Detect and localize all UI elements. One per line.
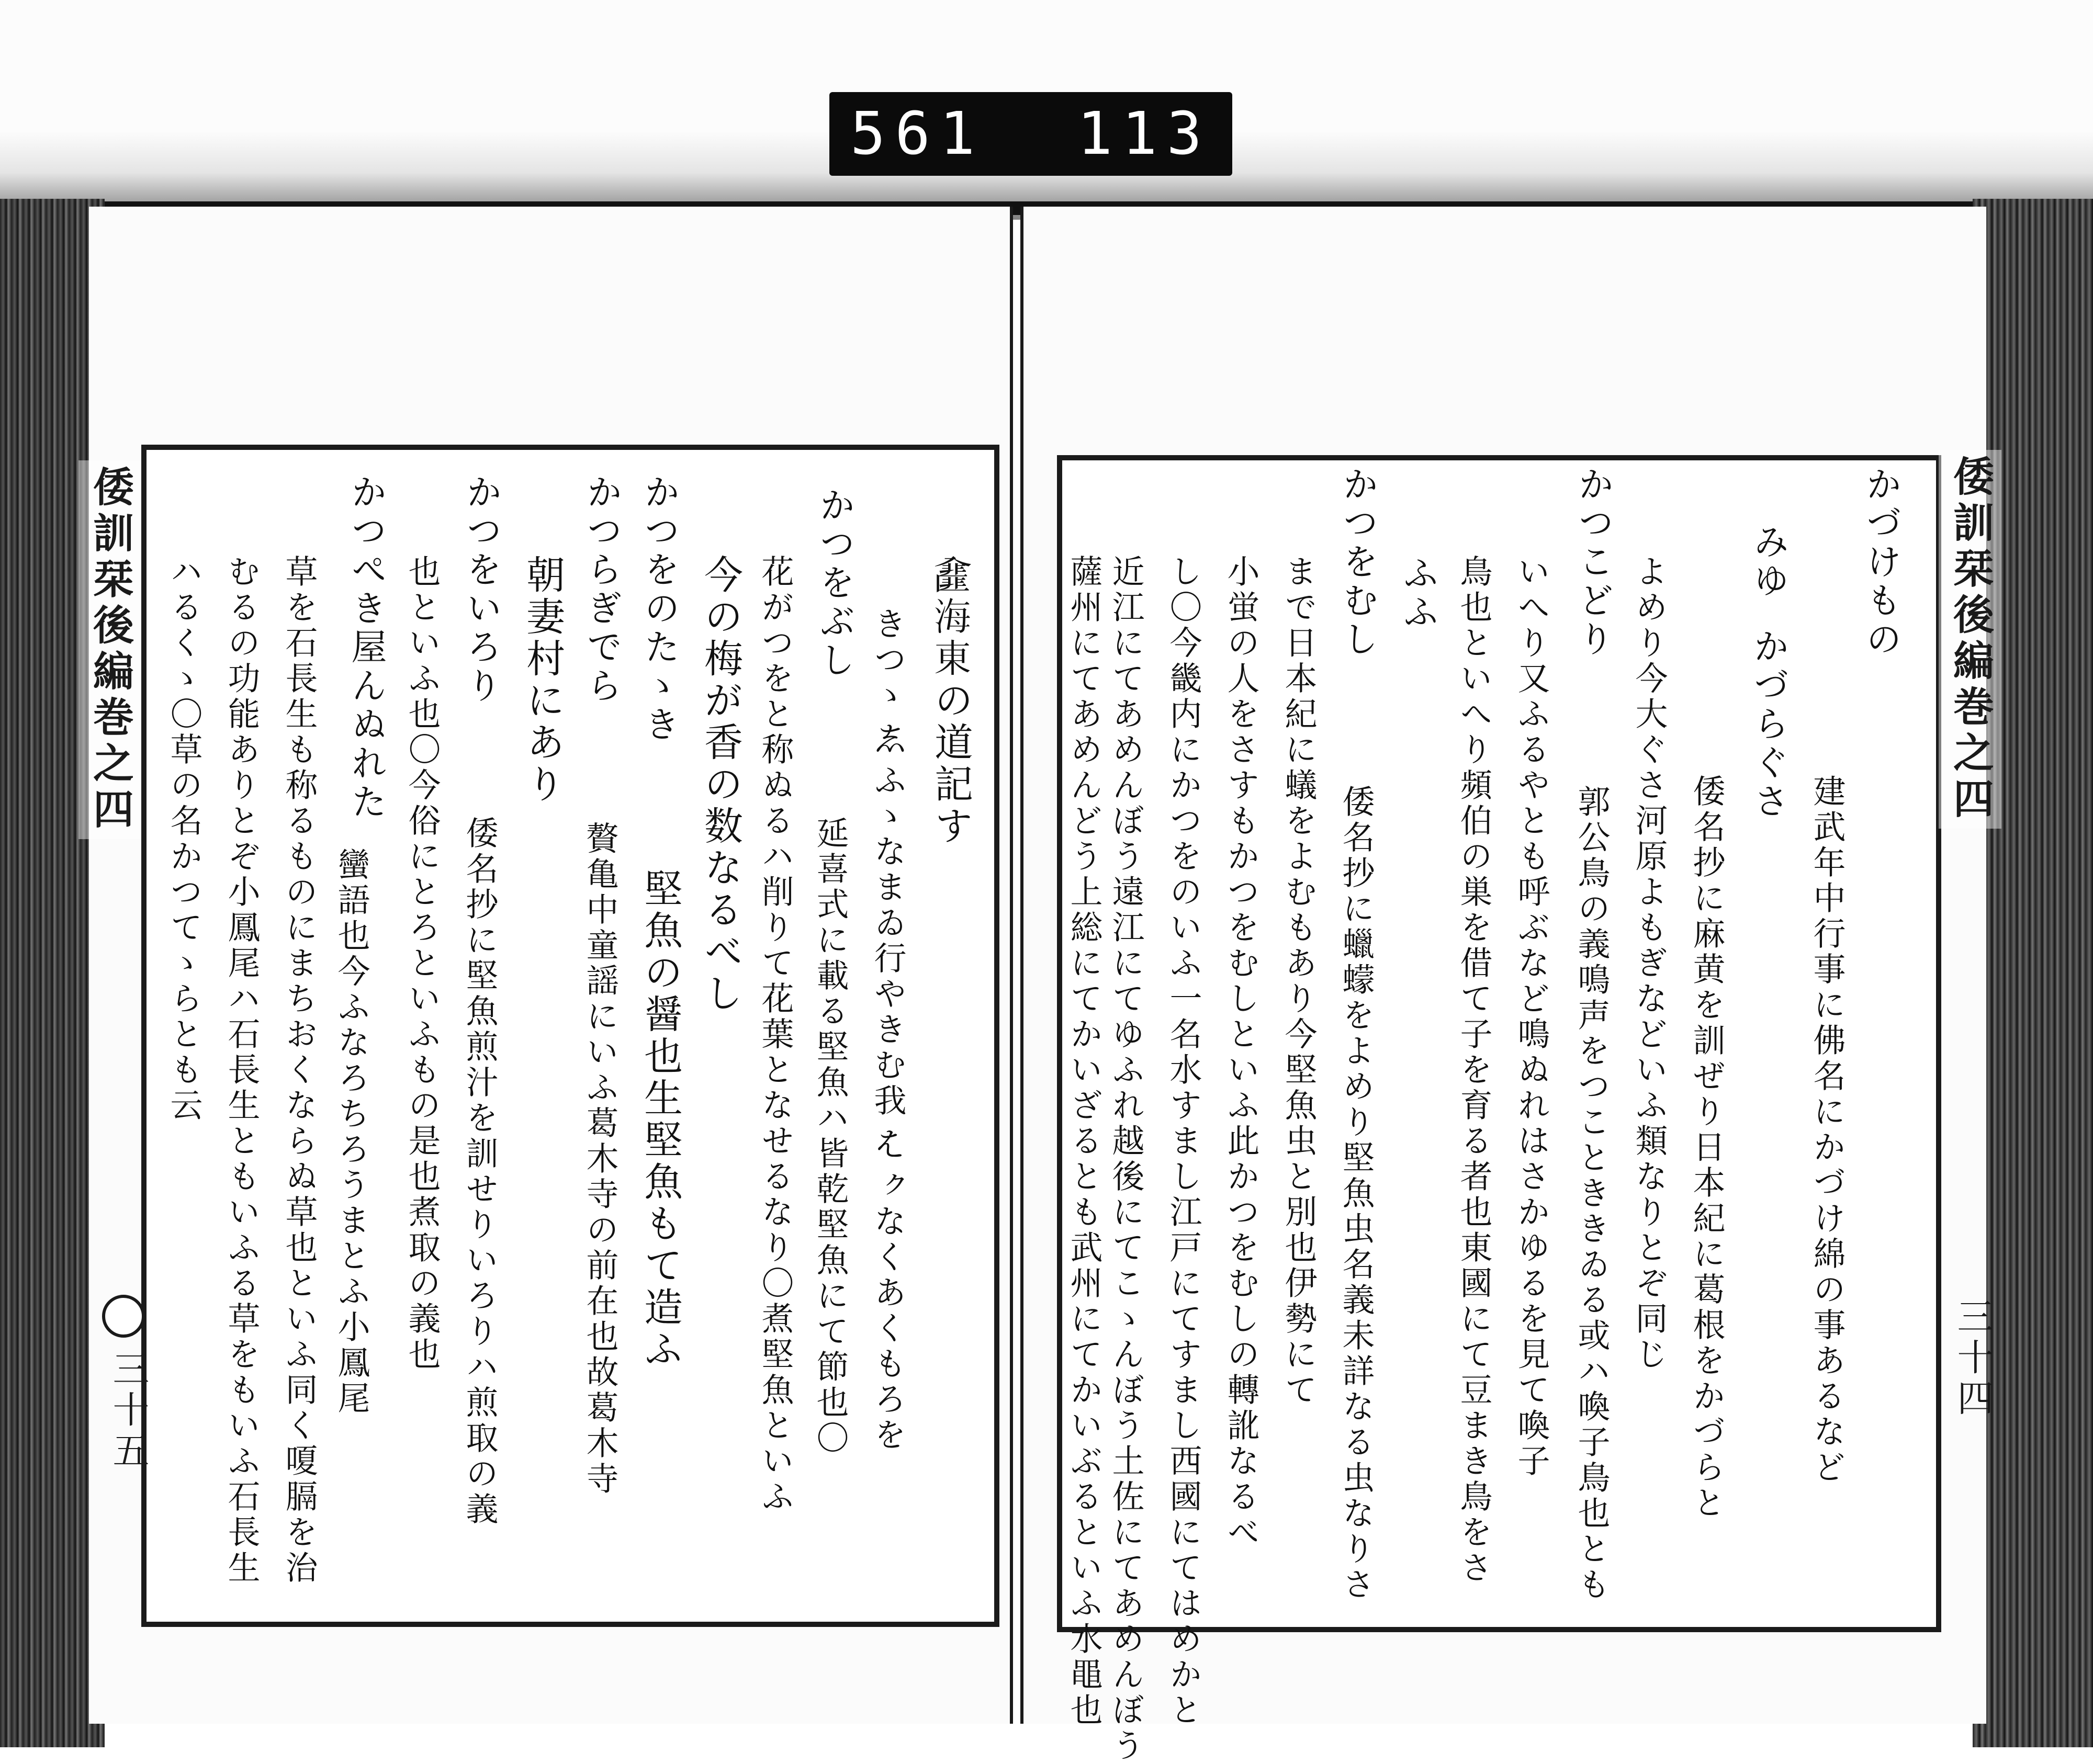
right-col-12: かつをむし: [1337, 466, 1378, 659]
left-col-15: かつぺき屋んぬれた: [345, 473, 387, 822]
right-col-13: 倭名抄に蠟蠓をよめり堅魚虫名義未詳なる虫なりさ: [1337, 785, 1375, 1603]
right-col-5: 倭名抄に麻黄を訓ぜり日本紀に葛根をかづらと: [1687, 774, 1726, 1521]
right-col-14: まで日本紀に蟻をよむもあり今堅魚虫と別也伊勢にて: [1279, 555, 1318, 1408]
right-col-2: 建武年中行事に佛名にかづけ綿の事あるなど: [1808, 774, 1846, 1486]
left-folio-number: 三十五: [107, 1350, 150, 1472]
left-col-12: かつをいろり: [460, 473, 502, 706]
right-col-9: いへり又ふるやとも呼ぶなど鳴ぬれはさかゆるを見て喚子: [1512, 555, 1550, 1479]
left-col-4: 花がつをと称ぬるハ削りて花葉となせるなり〇煮堅魚といふ: [756, 555, 794, 1515]
left-col-13: 倭名抄に堅魚煎汁を訓せりいろりハ煎取の義: [460, 816, 499, 1528]
left-col-8: 堅魚の醤也生堅魚もて造ふ: [638, 868, 683, 1371]
left-col-6: 今の梅が香の数なるべし: [698, 555, 743, 1015]
right-col-15: 小蛍の人をさすもかつをむしといふ此かつをむしの轉訛なるべ: [1222, 555, 1260, 1551]
right-col-18: 薩州にてあめんどう上総にてかいざるとも武州にてかいぶるといふ水黽也: [1065, 555, 1103, 1728]
right-col-11: ふふ: [1397, 555, 1438, 632]
left-col-9: かつらぎでら: [581, 473, 622, 706]
right-col-8: 郭公鳥の義鳴声をつことききゐる或ハ喚子鳥也とも: [1572, 785, 1611, 1603]
right-margin-title: 倭訓栞後編巻之四: [1939, 450, 2001, 829]
left-margin-title: 倭訓栞後編巻之四: [78, 460, 141, 839]
right-folio-number: 三十四: [1951, 1297, 1994, 1420]
right-col-4: かづらぐさ: [1748, 628, 1789, 821]
left-col-18: むるの功能ありとぞ小鳳尾ハ石長生ともいふる草をもいふ石長生: [222, 555, 261, 1586]
left-col-7: かつをのたゝき: [638, 473, 680, 744]
reference-number-right: 113: [1077, 100, 1211, 168]
left-folio-circle: [102, 1295, 145, 1338]
left-col-16: 蠻語也今ふなろちろうまとふ小鳳尾: [332, 847, 370, 1417]
left-col-3: かつをぶし: [814, 487, 855, 680]
left-col-17: 草を石長生も称るものにまちおくならぬ草也といふ同く嗄膈を治: [280, 555, 318, 1586]
right-col-1: かづけもの: [1860, 466, 1901, 659]
right-col-10: 鳥也といへり頻伯の巣を借て子を育る者也東國にて豆まき鳥をさ: [1455, 555, 1493, 1586]
reference-number-left: 561: [850, 100, 985, 168]
right-col-3: みゆ: [1748, 523, 1789, 601]
left-col-5: 延喜式に載る堅魚ハ皆乾堅魚にて節也〇: [811, 816, 849, 1456]
right-col-16: し〇今畿内にかつをのいふ一名水すまし江戸にてすまし西國にてはめかと: [1164, 555, 1202, 1728]
left-col-19: ハるくゝ〇草の名かつてゝらとも云: [165, 555, 203, 1124]
right-col-17: 近江にてあめんぼう遠江にてゆふれ越後にてこゝんぼう土佐にてあめんぼう: [1107, 555, 1145, 1764]
left-col-14: 也といふ也〇今俗にとろといふもの是也煮取の義也: [403, 555, 441, 1373]
left-col-2: きつゝ𛁈ふゝなまゐ行やきむ我𛂦ㇰなくあくもろを: [869, 607, 907, 1453]
right-col-6: よめり今大ぐさ河原よもぎなどいふ類なりとぞ同じ: [1630, 555, 1668, 1373]
reference-number-label: [829, 92, 1232, 176]
left-col-11: 朝妻村にあり: [520, 555, 565, 806]
left-col-1: 𠓿海東の道記す: [928, 555, 973, 847]
right-page-edge-stack: [1973, 199, 2093, 1747]
left-col-10: 贅亀中童謡にいふ葛木寺の前在也故葛木寺: [581, 821, 619, 1497]
right-col-7: かつこどり: [1572, 466, 1614, 659]
